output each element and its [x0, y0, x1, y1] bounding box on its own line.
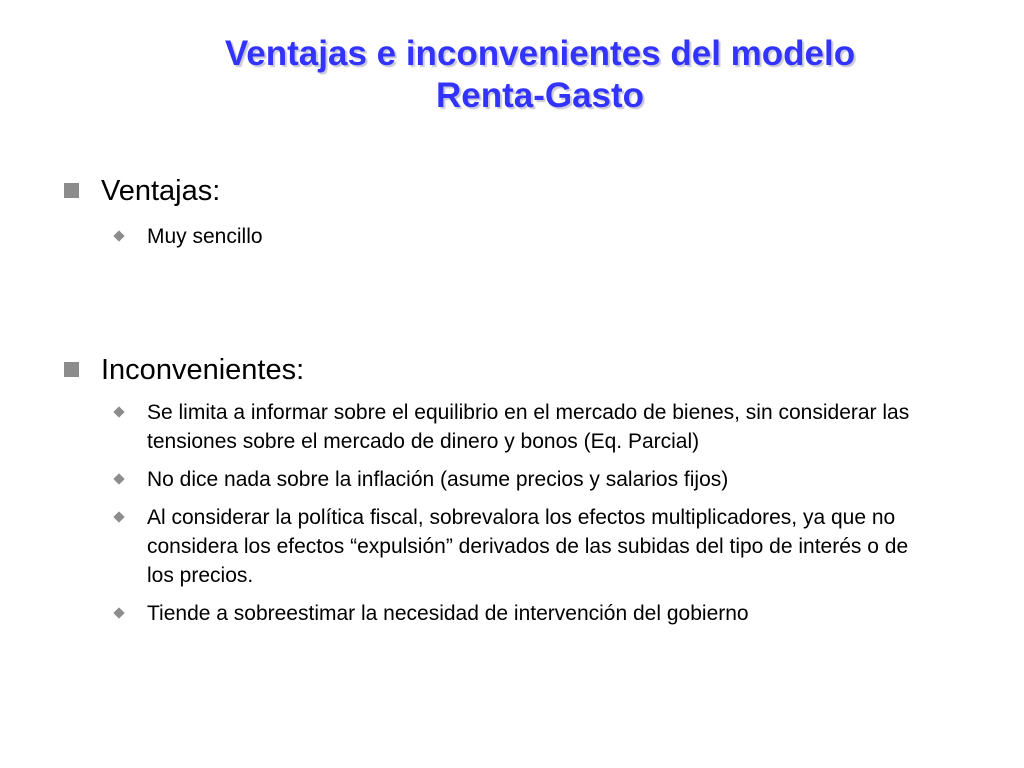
ventajas-list: [112, 222, 932, 260]
list-item: [112, 465, 932, 494]
list-item: [112, 599, 932, 628]
list-item-text: Tiende a sobreestimar la necesidad de intervención del gobierno: [147, 602, 749, 625]
slide-title-line-2: Renta-Gasto: [435, 76, 645, 115]
list-item: [112, 222, 932, 251]
list-item-text: Se limita a informar sobre el equilibrio en el mercado de bienes, sin considerar las tensiones sobre el mercado de dinero y bonos (Eq. Parcial): [147, 401, 910, 453]
slide-title: [120, 33, 960, 117]
diamond-bullet-icon: [113, 607, 124, 618]
list-item: [112, 398, 932, 456]
diamond-bullet-icon: [113, 511, 124, 522]
list-item: [112, 503, 932, 590]
square-bullet-icon: [64, 362, 79, 377]
diamond-bullet-icon: [113, 406, 124, 417]
inconvenientes-list: [112, 398, 932, 637]
section-heading-text: Inconvenientes:: [101, 354, 305, 386]
list-item-text: Al considerar la política fiscal, sobrevalora los efectos multiplicadores, ya que no considera los efectos “expulsión” derivados de las subidas del tipo de interés o de los precios.: [147, 506, 909, 587]
slide-title-line-1: Ventajas e inconvenientes del modelo: [224, 34, 856, 73]
diamond-bullet-icon: [113, 230, 124, 241]
list-item-text: No dice nada sobre la inflación (asume precios y salarios fijos): [147, 468, 729, 491]
list-item-text: Muy sencillo: [147, 225, 263, 248]
section-heading-text: Ventajas:: [101, 175, 221, 207]
diamond-bullet-icon: [113, 473, 124, 484]
square-bullet-icon: [64, 183, 79, 198]
